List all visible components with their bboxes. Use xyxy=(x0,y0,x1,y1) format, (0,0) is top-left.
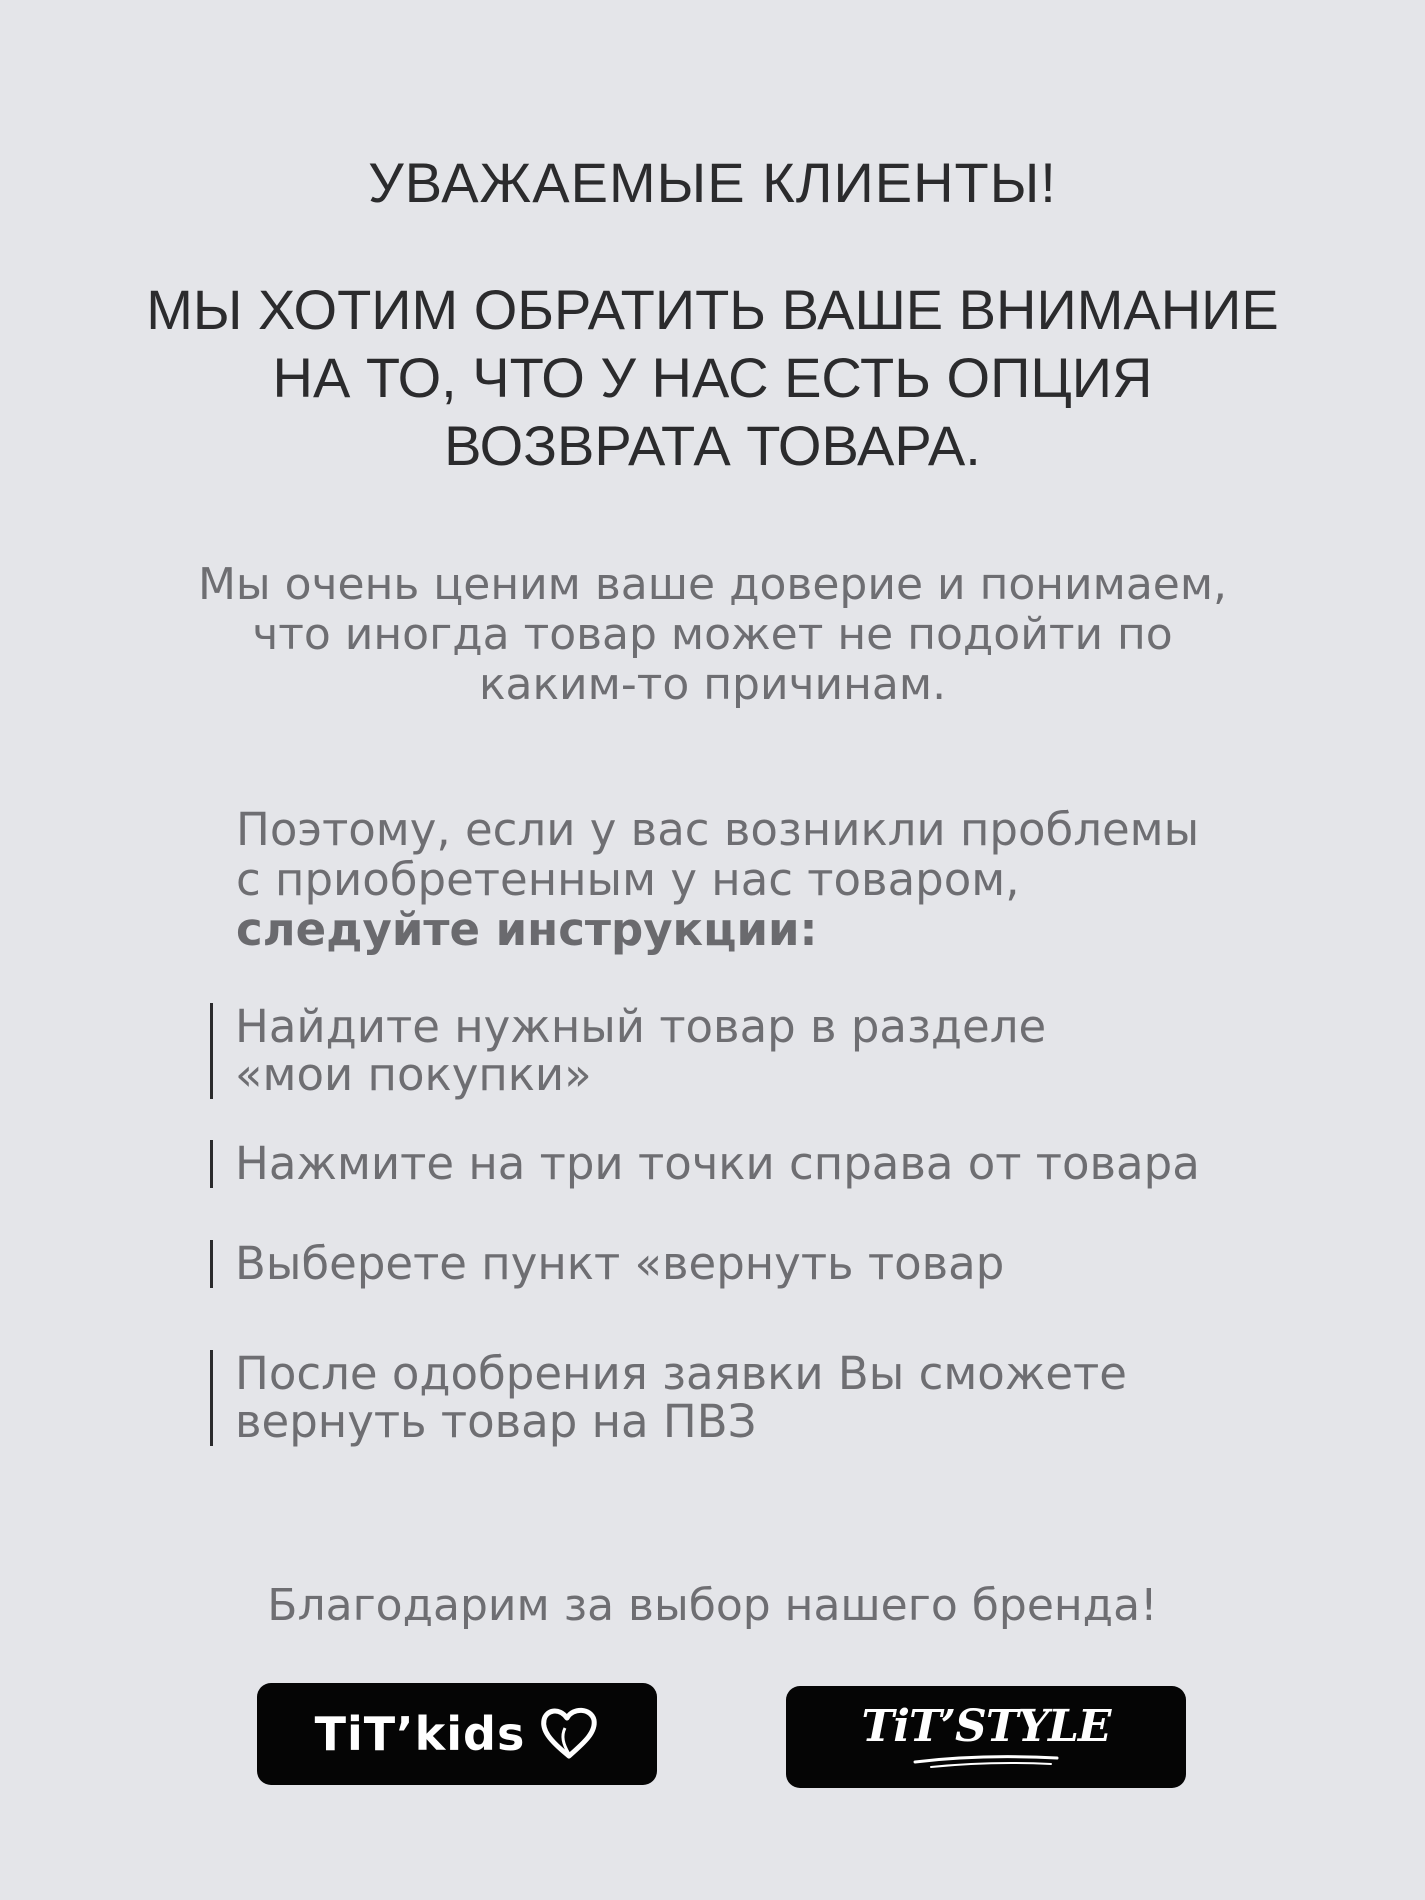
intro-line: что иногда товар может не подойти по xyxy=(252,609,1173,660)
lead-line: Поэтому, если у вас возникли проблемы xyxy=(236,803,1200,856)
step-2 xyxy=(210,1137,1235,1190)
step-line: Выберете пункт «вернуть товар xyxy=(235,1237,1005,1290)
instructions-lead xyxy=(236,805,1336,955)
step-1 xyxy=(210,1000,1235,1101)
headline-line: ВОЗВРАТА ТОВАРА. xyxy=(444,414,981,477)
thanks-text: Благодарим за выбор нашего бренда! xyxy=(267,1580,1158,1631)
step-3 xyxy=(210,1237,1235,1290)
intro-paragraph xyxy=(0,560,1425,710)
tit-kids-logo xyxy=(257,1683,657,1785)
tit-style-wordmark: TiT’STYLE xyxy=(861,1700,1111,1752)
step-line: «мои покупки» xyxy=(235,1048,592,1101)
headline xyxy=(0,276,1425,480)
tit-kids-wordmark: TiT’kids xyxy=(314,1707,526,1761)
lead-emphasis: следуйте инструкции: xyxy=(236,903,818,956)
tit-style-logo xyxy=(786,1686,1186,1788)
step-line: Найдите нужный товар в разделе xyxy=(235,1000,1047,1053)
step-4 xyxy=(210,1347,1235,1448)
underline-swoosh-icon xyxy=(911,1752,1061,1774)
headline-line: МЫ ХОТИМ ОБРАТИТЬ ВАШЕ ВНИМАНИЕ xyxy=(146,278,1279,341)
step-line: вернуть товар на ПВЗ xyxy=(235,1395,757,1448)
greeting-title: УВАЖАЕМЫЕ КЛИЕНТЫ! xyxy=(368,151,1057,214)
step-line: После одобрения заявки Вы сможете xyxy=(235,1347,1127,1400)
intro-line: Мы очень ценим ваше доверие и понимаем, xyxy=(197,559,1228,610)
heart-icon xyxy=(539,1704,599,1764)
step-line: Нажмите на три точки справа от товара xyxy=(235,1137,1200,1190)
lead-line: с приобретенным у нас товаром, xyxy=(236,853,1020,906)
headline-line: НА ТО, ЧТО У НАС ЕСТЬ ОПЦИЯ xyxy=(272,346,1153,409)
intro-line: каким-то причинам. xyxy=(478,659,947,710)
